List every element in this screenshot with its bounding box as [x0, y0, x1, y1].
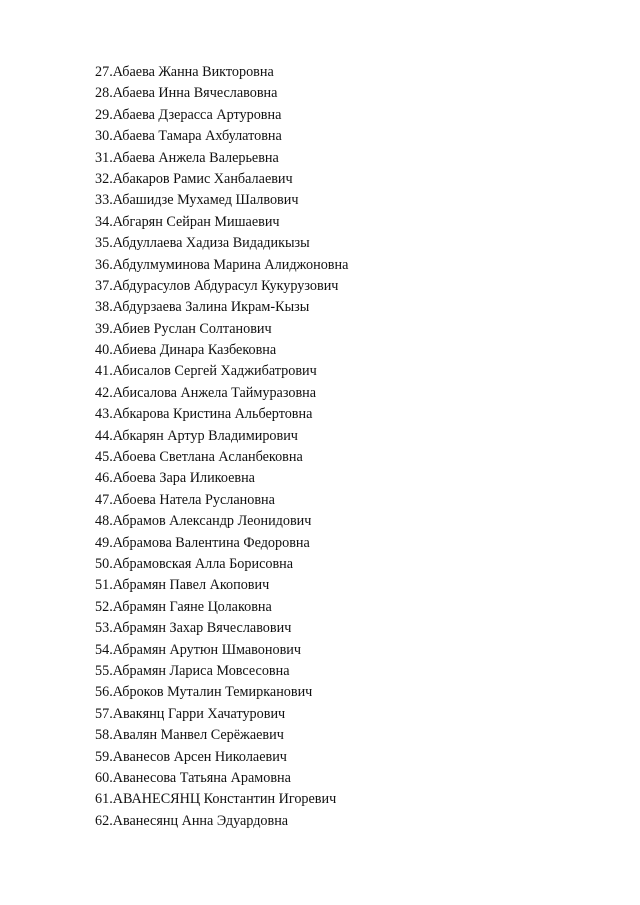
list-item: 56.Аброков Муталин Темирканович [95, 684, 313, 701]
list-item: 41.Абисалов Сергей Хаджибатрович [95, 363, 317, 380]
list-item: 48.Абрамов Александр Леонидович [95, 513, 312, 530]
list-item: 62.Аванесянц Анна Эдуардовна [95, 812, 289, 829]
list-item: 50.Абрамовская Алла Борисовна [95, 555, 294, 572]
list-item: 34.Абгарян Сейран Мишаевич [95, 213, 280, 230]
name-list [95, 62, 348, 832]
list-item: 38.Абдурзаева Залина Икрам-Кызы [95, 299, 310, 316]
list-item: 52.Абрамян Гаяне Цолаковна [95, 598, 272, 615]
list-item: 55.Абрамян Лариса Мовсесовна [95, 662, 290, 679]
list-item: 33.Абашидзе Мухамед Шалвович [95, 192, 299, 209]
list-item: 59.Аванесов Арсен Николаевич [95, 748, 287, 765]
list-item: 37.Абдурасулов Абдурасул Кукурузович [95, 277, 339, 294]
list-item: 44.Абкарян Артур Владимирович [95, 427, 298, 444]
list-item: 58.Авалян Манвел Серёжаевич [95, 727, 284, 744]
list-item: 32.Абакаров Рамис Ханбалаевич [95, 170, 293, 187]
list-item: 39.Абиев Руслан Солтанович [95, 320, 272, 337]
list-item: 54.Абрамян Арутюн Шмавонович [95, 641, 301, 658]
list-item: 31.Абаева Анжела Валерьевна [95, 149, 279, 166]
list-item: 61.АВАНЕСЯНЦ Константин Игоревич [95, 791, 337, 808]
list-item: 36.Абдулмуминова Марина Алиджоновна [95, 256, 349, 273]
list-item: 42.Абисалова Анжела Таймуразовна [95, 384, 317, 401]
list-item: 45.Абоева Светлана Асланбековна [95, 449, 303, 466]
list-item: 30.Абаева Тамара Ахбулатовна [95, 128, 282, 145]
list-item: 43.Абкарова Кристина Альбертовна [95, 406, 313, 423]
list-item: 51.Абрамян Павел Акопович [95, 577, 270, 594]
list-item: 47.Абоева Натела Руслановна [95, 491, 275, 508]
list-item: 28.Абаева Инна Вячеславовна [95, 85, 278, 102]
list-item: 57.Авакянц Гарри Хачатурович [95, 705, 286, 722]
list-item: 29.Абаева Дзерасса Артуровна [95, 106, 282, 123]
list-item: 46.Абоева Зара Иликоевна [95, 470, 255, 487]
list-item: 35.Абдуллаева Хадиза Видадикызы [95, 235, 310, 252]
list-item: 40.Абиева Динара Казбековна [95, 342, 277, 359]
list-item: 60.Аванесова Татьяна Арамовна [95, 769, 291, 786]
list-item: 27.Абаева Жанна Викторовна [95, 64, 274, 80]
list-item: 53.Абрамян Захар Вячеславович [95, 620, 292, 637]
list-item: 49.Абрамова Валентина Федоровна [95, 534, 310, 551]
